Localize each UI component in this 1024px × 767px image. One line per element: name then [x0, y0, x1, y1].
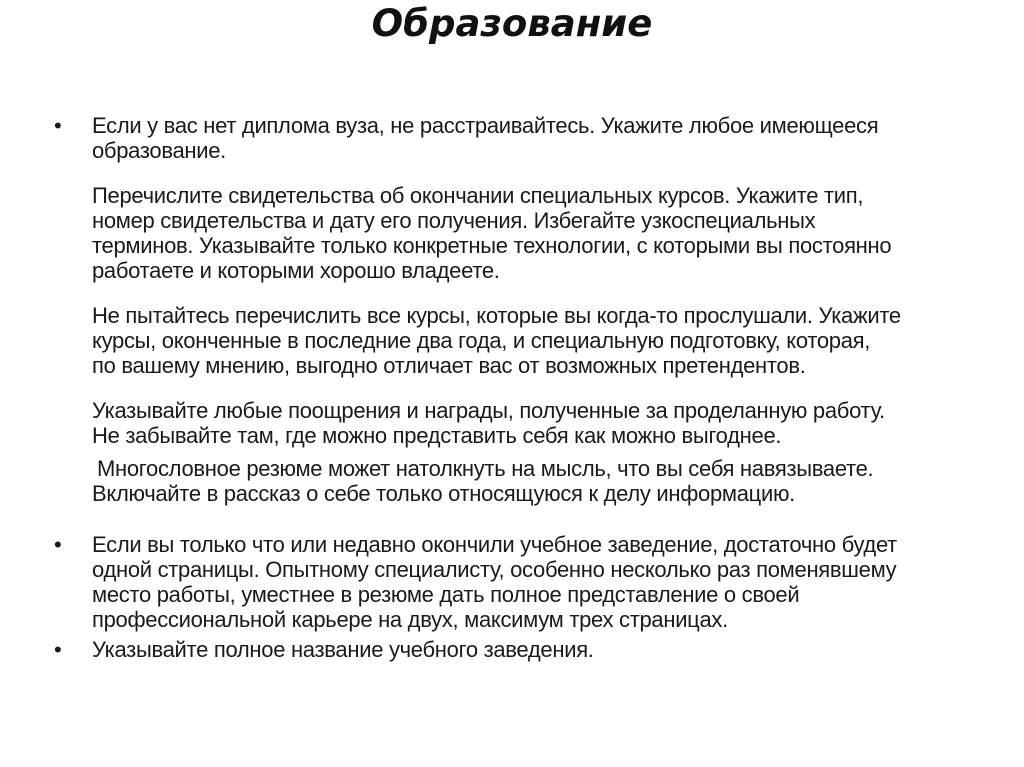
bullet-marker: •: [54, 113, 62, 138]
bullet-item: [48, 637, 998, 662]
paragraph: Указывайте любые поощрения и награды, полученные за проделанную работу. Не забывайте там, где можно представить себя как можно выгоднее.: [92, 398, 885, 448]
paragraph: Указывайте полное название учебного заведения.: [92, 637, 594, 662]
bullet-marker: •: [54, 637, 62, 662]
paragraph: Если вы только что или недавно окончили учебное заведение, достаточно будет одной страницы. Опытному специалисту, особенно несколько раз поменявшему место работы, уместнее в резюме дать полное представление о своей профессиональной карьере на двух, максимум трех страницах.: [92, 532, 897, 632]
bullet-item: [48, 532, 998, 632]
slide-content: [48, 113, 998, 662]
paragraph: Не пытайтесь перечислить все курсы, которые вы когда-то прослушали. Укажите курсы, оконченные в последние два года, и специальную подготовку, которая, по вашему мнению, выгодно отличает вас от возможных претендентов.: [92, 303, 901, 378]
paragraph: Перечислите свидетельства об окончании специальных курсов. Укажите тип, номер свидетельства и дату его получения. Избегайте узкоспециальных терминов. Указывайте только конкретные технологии, с которыми вы постоянно работаете и которыми хорошо владеете.: [92, 183, 892, 283]
paragraph: Если у вас нет диплома вуза, не расстраивайтесь. Укажите любое имеющееся образование.: [92, 113, 879, 163]
bullet-marker: •: [54, 532, 62, 557]
bullet-item: [48, 113, 998, 506]
slide-title: Образование: [371, 2, 653, 45]
paragraph: Многословное резюме может натолкнуть на мысль, что вы себя навязываете. Включайте в рассказ о себе только относящуюся к делу информацию.: [92, 456, 874, 506]
